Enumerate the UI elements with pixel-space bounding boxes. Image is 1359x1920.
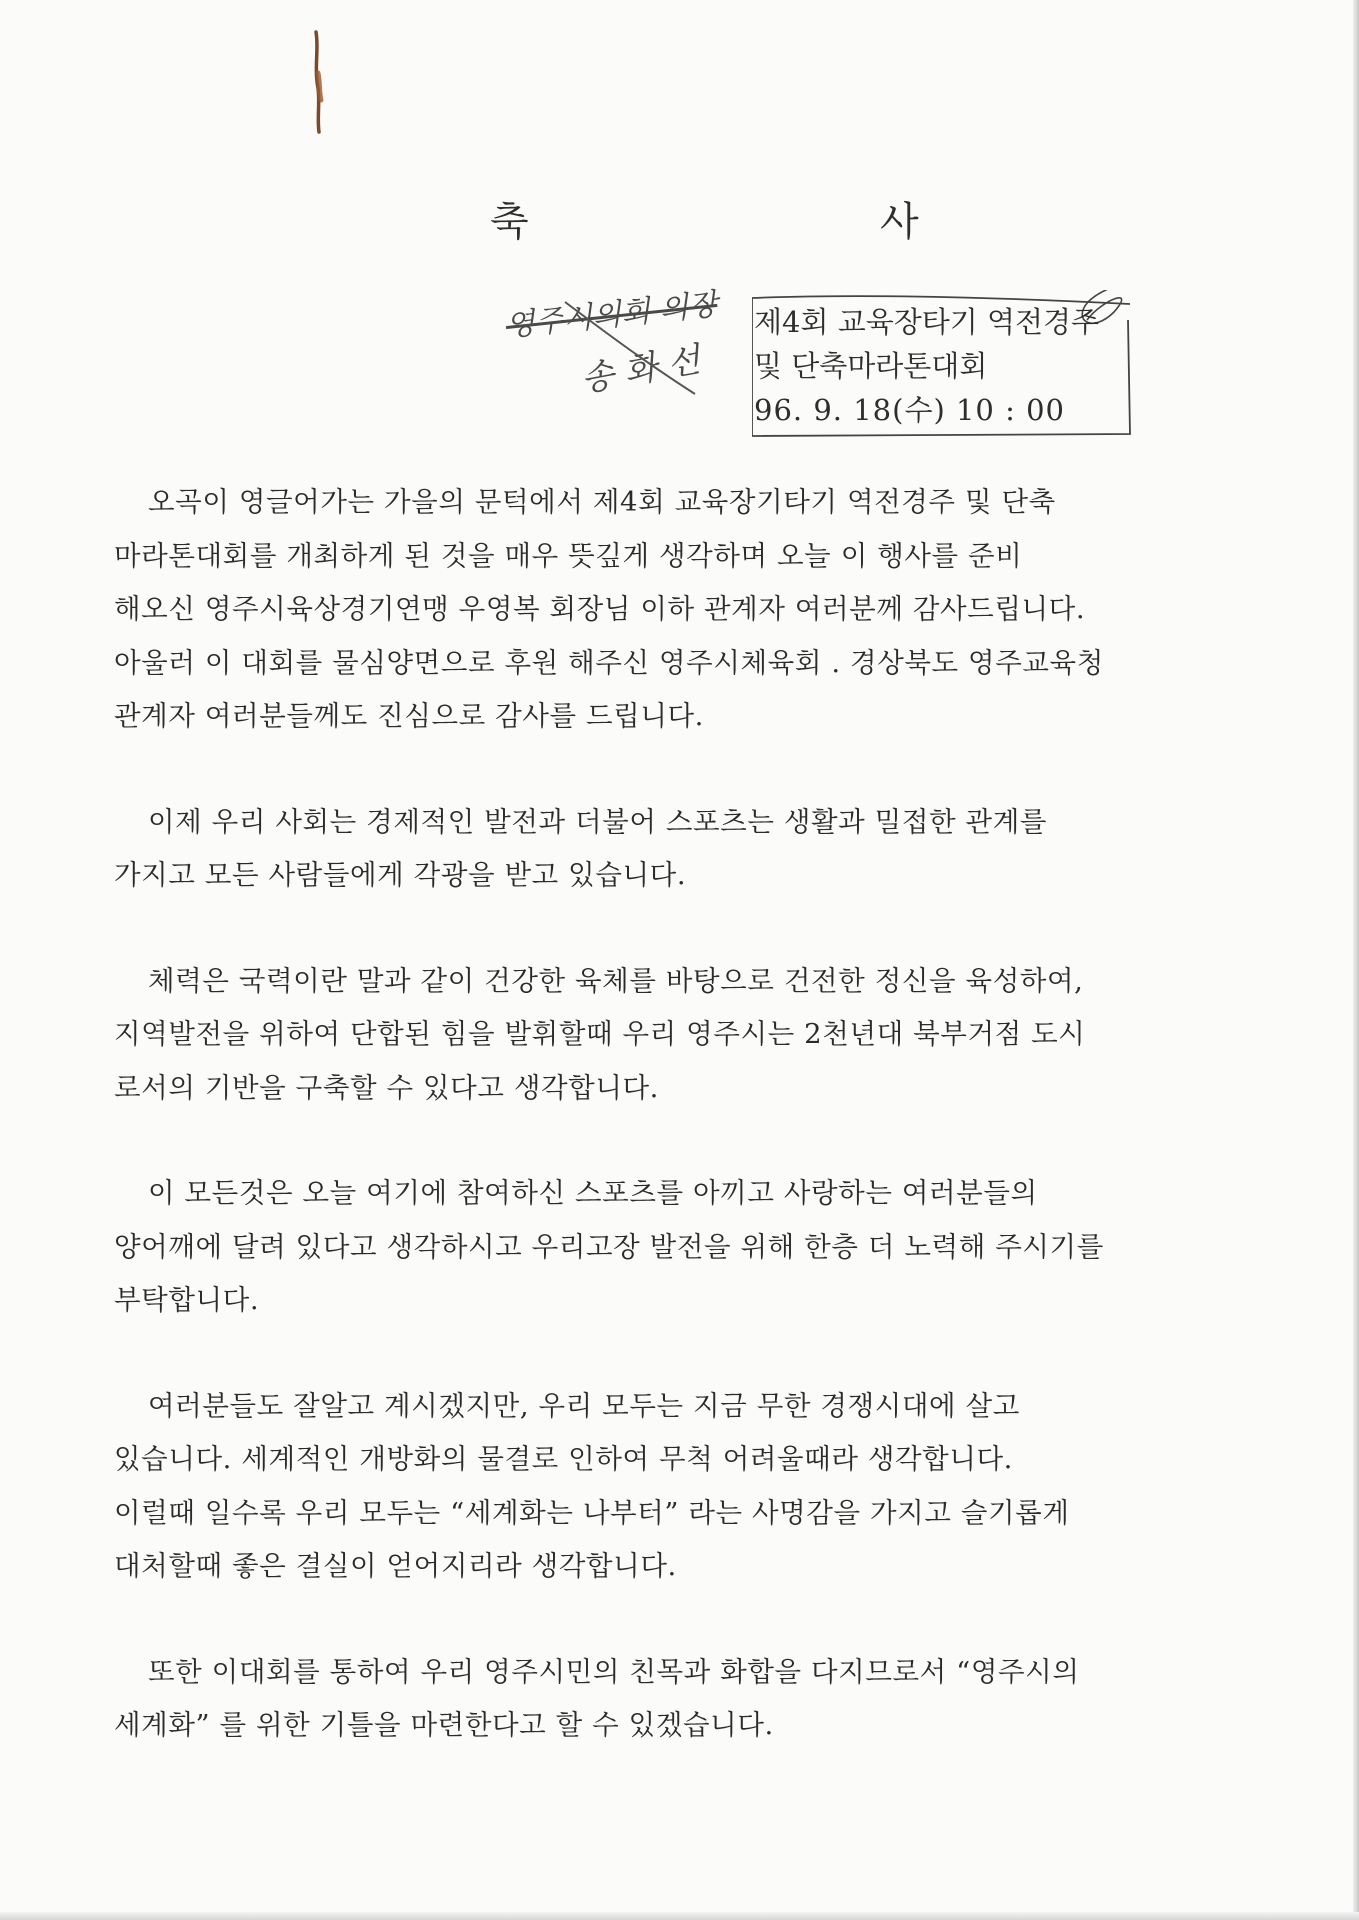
signature-title: 영주시의회 의장	[504, 286, 720, 344]
page-right-edge	[1353, 0, 1359, 1920]
paragraph-1	[114, 476, 1264, 744]
rust-stain	[310, 28, 330, 138]
signature-name: 송 화 선	[578, 339, 704, 401]
paragraph-4	[114, 1167, 1264, 1328]
paragraph-6	[114, 1646, 1264, 1753]
title-char-2: 사	[880, 199, 919, 245]
text-line: 오곡이 영글어가는 가을의 문턱에서 제4회 교육장기타기 역전경주 및 단축	[148, 486, 1056, 518]
text-line: 또한 이대회를 통하여 우리 영주시민의 친목과 화합을 다지므로서 “영주시의	[148, 1655, 1080, 1688]
strike-mark	[495, 282, 725, 402]
text-line: 여러분들도 잘알고 계시겠지만, 우리 모두는 지금 무한 경쟁시대에 살고	[148, 1389, 1020, 1422]
paragraph-2	[114, 796, 1264, 903]
text-line: 세계화” 를 위한 기틀을 마련한다고 할 수 있겠습니다.	[114, 1709, 774, 1741]
event-name-line1: 제4회 교육장타기 역전경주	[754, 305, 1100, 339]
text-line: 가지고 모든 사람들에게 각광을 받고 있습니다.	[114, 859, 687, 891]
text-line: 부탁합니다.	[114, 1284, 260, 1316]
text-line: 해오신 영주시육상경기연맹 우영복 회장님 이하 관계자 여러분께 감사드립니다.	[114, 593, 1086, 625]
title-char-1: 축	[490, 199, 529, 245]
page-bottom-edge	[0, 1912, 1359, 1920]
text-line: 아울러 이 대회를 물심양면으로 후원 해주신 영주시체육회 . 경상북도 영주교육청	[114, 646, 1104, 679]
speech-body	[114, 476, 1264, 1805]
text-line: 마라톤대회를 개최하게 된 것을 매우 뜻깊게 생각하며 오늘 이 행사를 준비	[114, 539, 1023, 572]
text-line: 이제 우리 사회는 경제적인 발전과 더불어 스포츠는 생활과 밀접한 관계를	[148, 805, 1048, 838]
event-name-line2: 및 단축마라톤대회	[754, 349, 988, 383]
paragraph-5	[114, 1380, 1264, 1594]
text-line: 지역발전을 위하여 단합된 힘을 발휘할때 우리 영주시는 2천년대 북부거점 도시	[114, 1018, 1086, 1050]
text-line: 양어깨에 달려 있다고 생각하시고 우리고장 발전을 위해 한층 더 노력해 주시기를	[114, 1230, 1104, 1263]
text-line: 있습니다. 세계적인 개방화의 물결로 인하여 무척 어려울때라 생각합니다.	[114, 1443, 1014, 1475]
event-datetime: 96. 9. 18(수) 10 : 00	[754, 393, 1065, 427]
document-title	[0, 190, 1359, 250]
text-line: 이 모든것은 오늘 여기에 참여하신 스포츠를 아끼고 사랑하는 여러분들의	[148, 1177, 1038, 1209]
event-info-box	[752, 290, 1132, 438]
text-line: 대처할때 좋은 결실이 얻어지리라 생각합니다.	[114, 1550, 677, 1582]
paragraph-3	[114, 955, 1264, 1116]
text-line: 로서의 기반을 구축할 수 있다고 생각합니다.	[114, 1071, 660, 1104]
text-line: 이럴때 일수록 우리 모두는 “세계화는 나부터” 라는 사명감을 가지고 슬기롭게	[114, 1496, 1070, 1529]
text-line: 관계자 여러분들께도 진심으로 감사를 드립니다.	[114, 700, 705, 732]
handwritten-signature	[495, 282, 725, 402]
text-line: 체력은 국력이란 말과 같이 건강한 육체를 바탕으로 건전한 정신을 육성하여,	[148, 964, 1084, 997]
